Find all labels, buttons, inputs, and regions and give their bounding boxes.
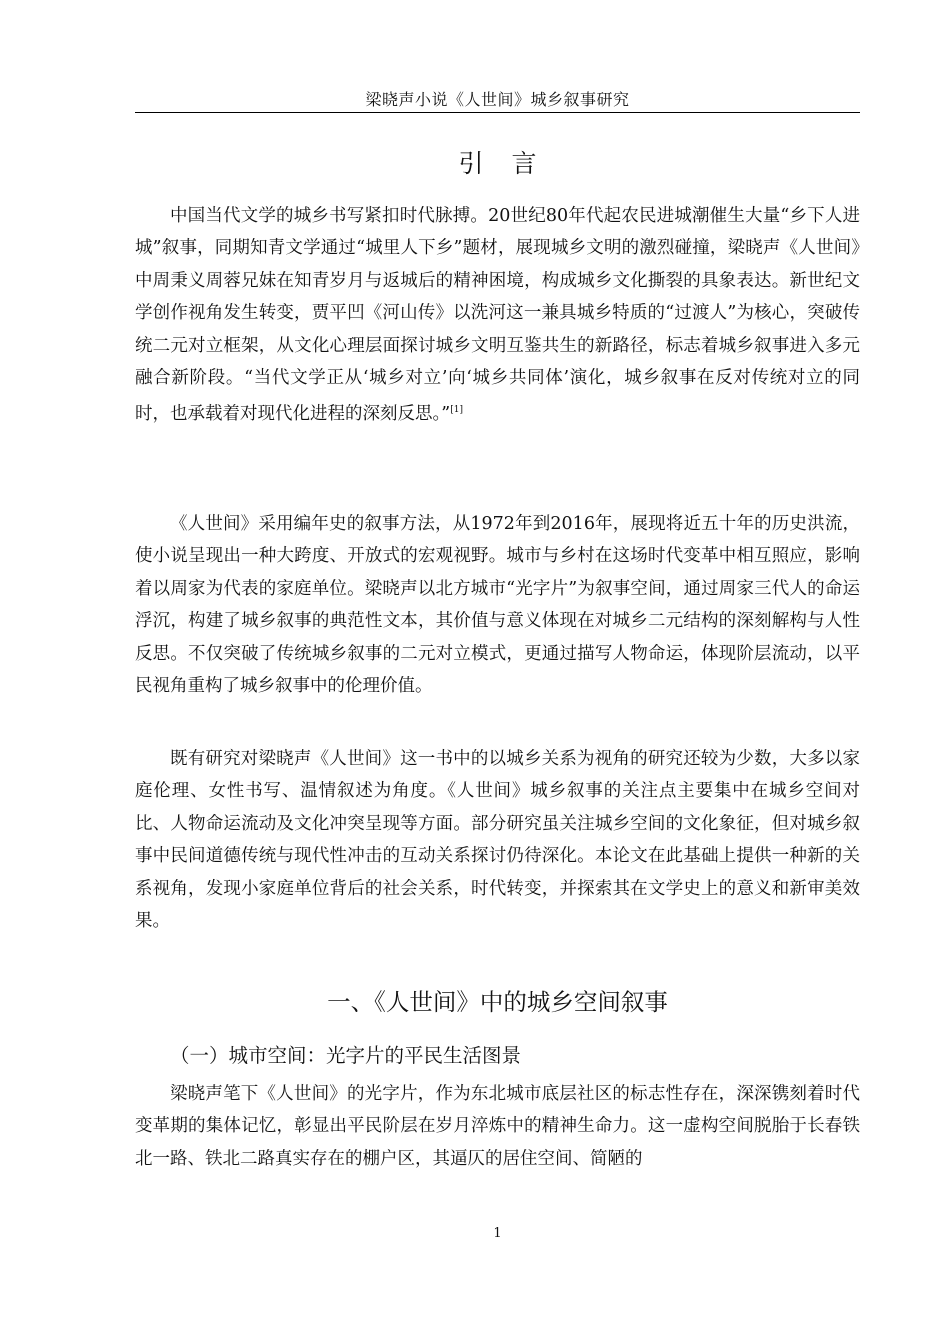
paragraph-2: 《人世间》采用编年史的叙事方法，从1972年到2016年，展现将近五十年的历史洪流，使小说呈现出一种大跨度、开放式的宏观视野。城市与乡村在这场时代变革中相互照应，影响着以周家为代表的家庭单位。梁晓声以北方城市“光字片”为叙事空间，通过周家三代人的命运浮沉，构建了城乡叙事的典范性文本，其价值与意义体现在对城乡二元结构的深刻解构与人性反思。不仅突破了传统城乡叙事的二元对立模式，更通过描写人物命运，体现阶层流动，以平民视角重构了城乡叙事中的伦理价值。: [135, 514, 860, 697]
paragraph-1-text: 中国当代文学的城乡书写紧扣时代脉搏。20世纪80年代起农民进城潮催生大量“乡下人进城”叙事，同期知青文学通过“城里人下乡”题材，展现城乡文明的激烈碰撞，梁晓声《人世间》中周秉义周蓉兄妹在知青岁月与返城后的精神困境，构成城乡文化撕裂的具象表达。新世纪文学创作视角发生转变，贾平凹《河山传》以洗河这一兼具城乡特质的“过渡人”为核心，突破传统二元对立框架，从文化心理层面探讨城乡文明互鉴共生的新路径，标志着城乡叙事进入多元融合新阶段。“当代文学正从‘城乡对立’向‘城乡共同体’演化，城乡叙事在反对传统对立的同时，也承载着对现代化进程的深刻反思。”: [135, 206, 860, 425]
page-number: 1: [493, 1226, 502, 1241]
paragraph-3: 既有研究对梁晓声《人世间》这一书中的以城乡关系为视角的研究还较为少数，大多以家庭伦理、女性书写、温情叙述为角度。《人世间》城乡叙事的关注点主要集中在城乡空间对比、人物命运流动及文化冲突呈现等方面。部分研究虽关注城乡空间的文化象征，但对城乡叙事中民间道德传统与现代性冲击的互动关系探讨仍待深化。本论文在此基础上提供一种新的关系视角，发现小家庭单位背后的社会关系，时代转变，并探索其在文学史上的意义和新审美效果。: [135, 749, 860, 932]
running-header: 梁晓声小说《人世间》城乡叙事研究: [365, 90, 630, 109]
paragraph-1: [135, 200, 860, 431]
paragraph-4: 梁晓声笔下《人世间》的光字片，作为东北城市底层社区的标志性存在，深深镌刻着时代变革期的集体记忆，彰显出平民阶层在岁月淬炼中的精神生命力。这一虚构空间脱胎于长春铁北一路、铁北二路真实存在的棚户区，其逼仄的居住空间、简陋的: [135, 1084, 860, 1169]
citation-marker: [1]: [450, 405, 463, 416]
header-rule: [135, 112, 860, 113]
section-title: 引言: [458, 149, 565, 178]
subsection-heading: （一）城市空间：光字片的平民生活图景: [170, 1044, 522, 1067]
chapter-heading: 一、《人世间》中的城乡空间叙事: [327, 988, 668, 1016]
